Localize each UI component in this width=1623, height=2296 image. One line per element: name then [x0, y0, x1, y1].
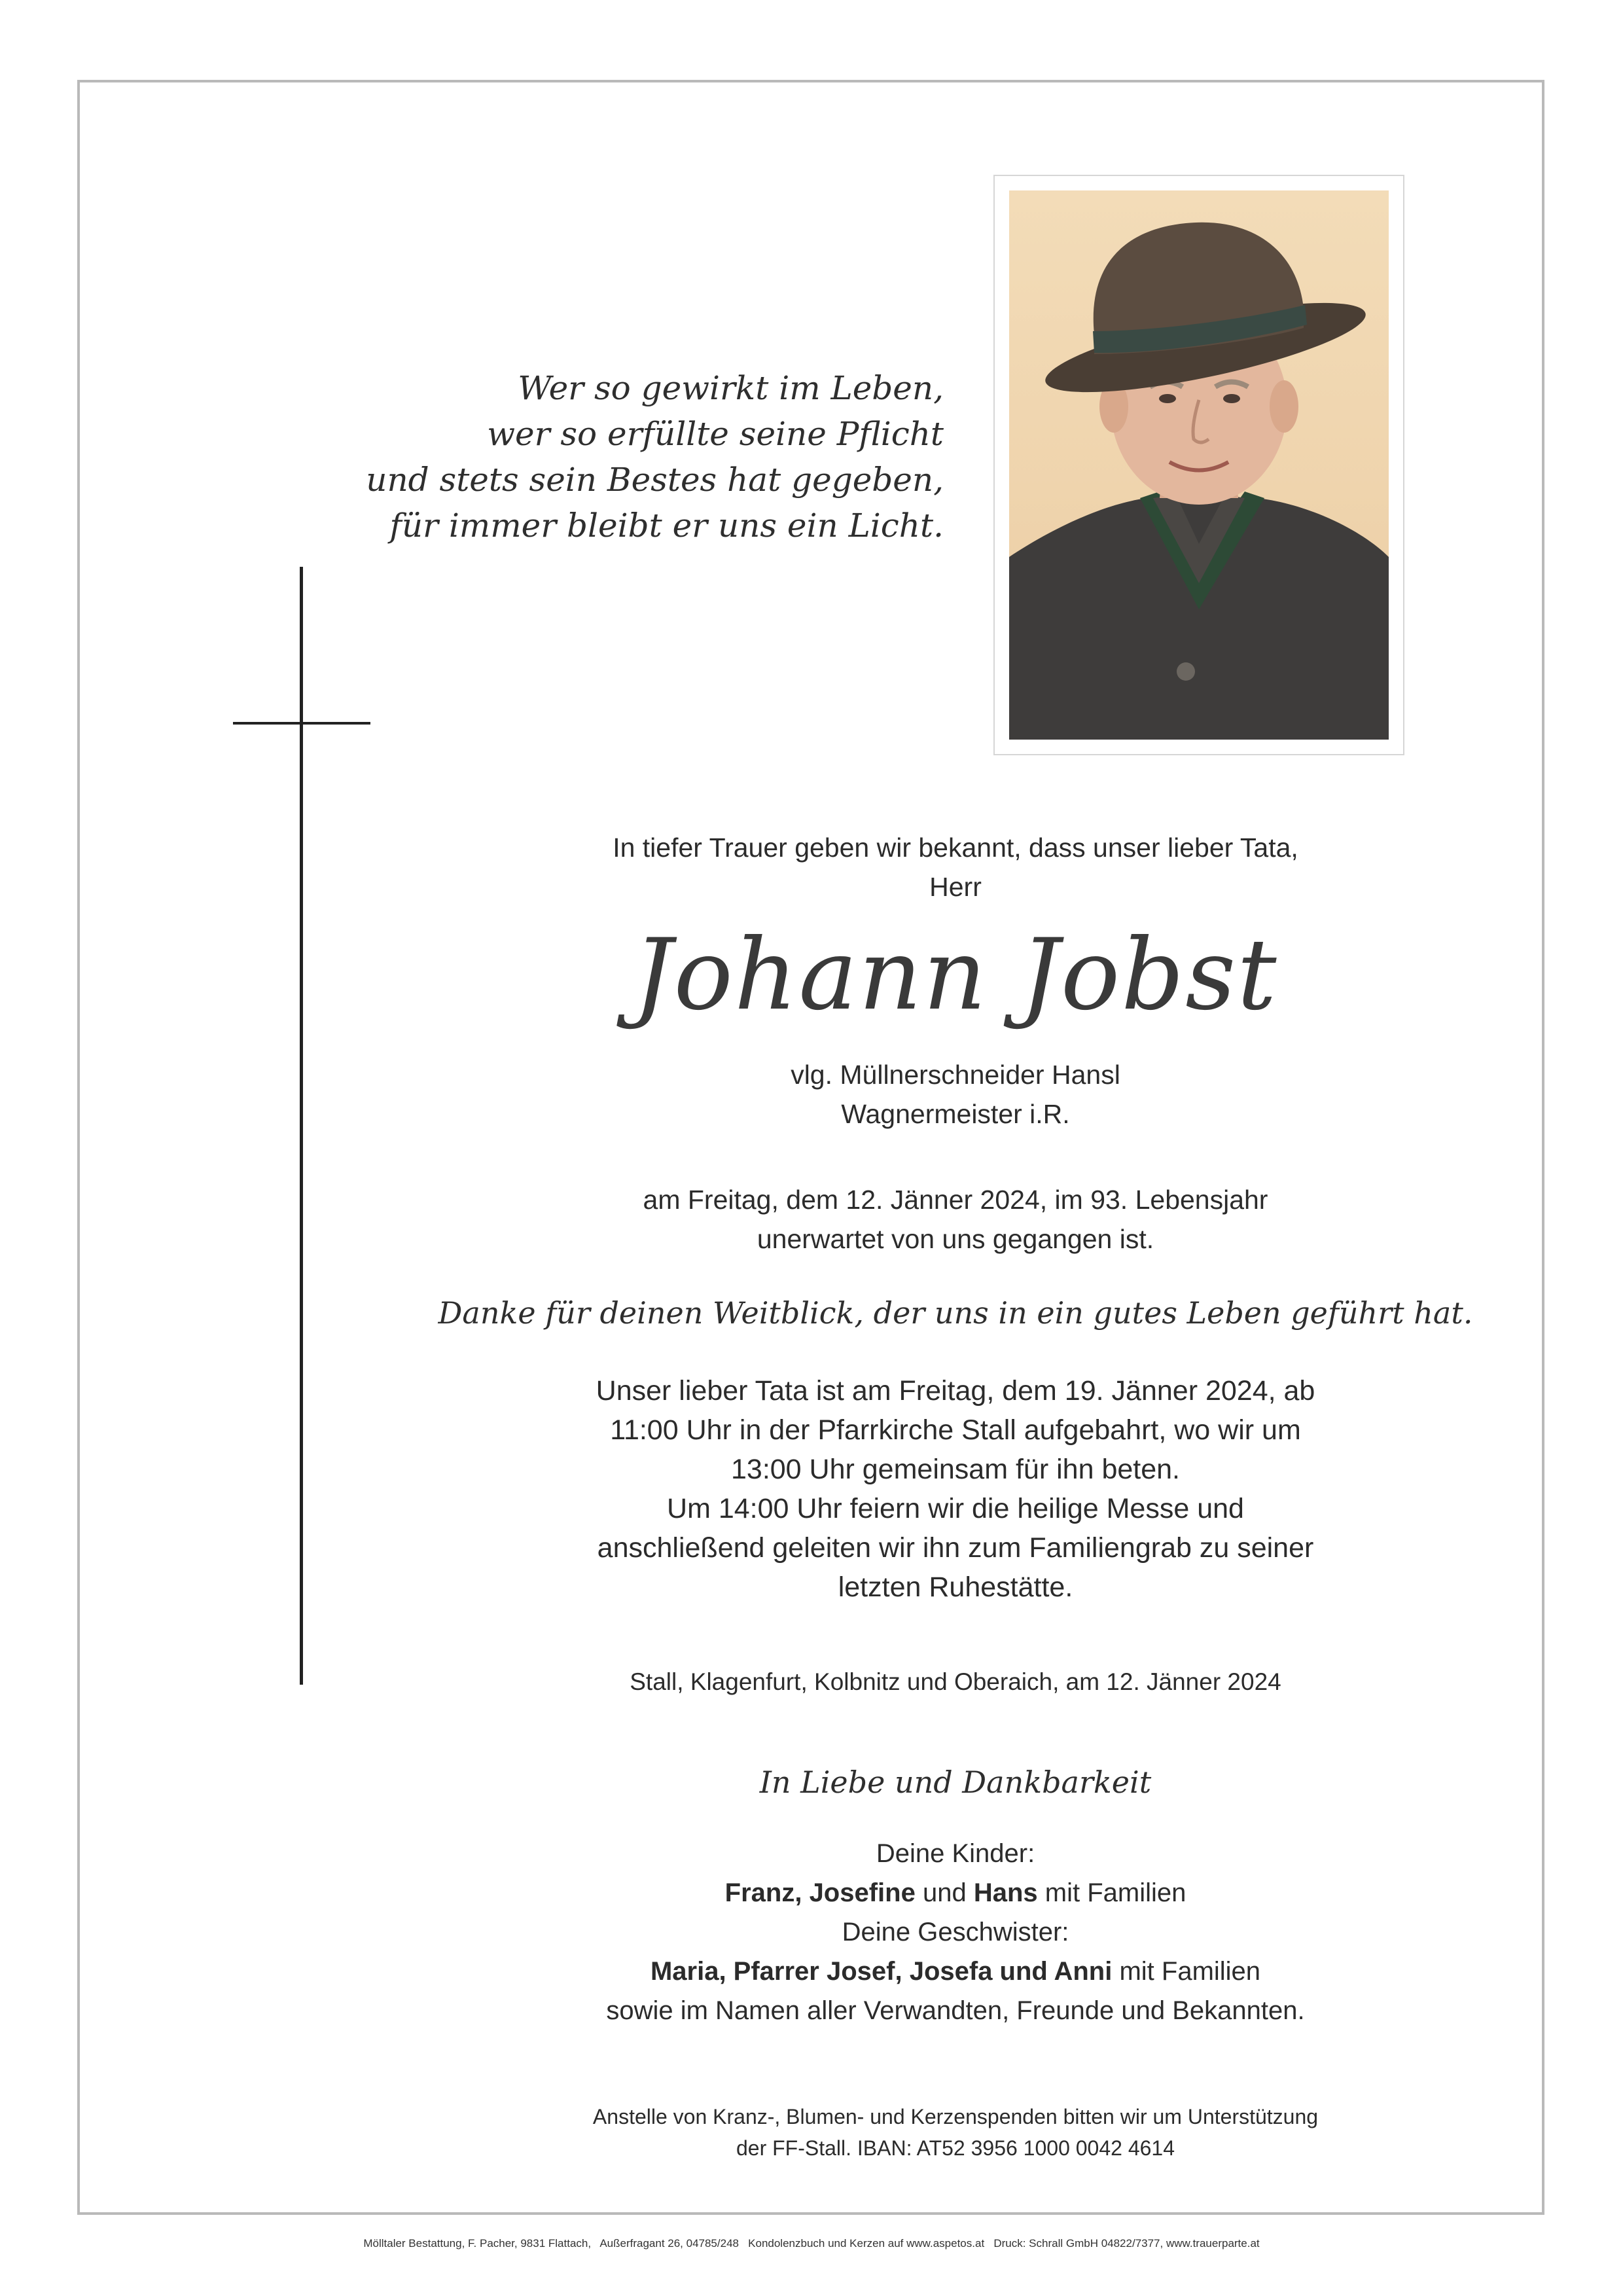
closing-line: In Liebe und Dankbarkeit: [759, 1765, 1152, 1800]
poem-line: wer so erfüllte seine Pflicht: [487, 415, 944, 453]
donation-line: der FF-Stall. IBAN: AT52 3956 1000 0042 4614: [736, 2136, 1175, 2160]
death-notice: [419, 1180, 1492, 1259]
funeral-details: [419, 1371, 1492, 1607]
children-names: Franz, Josefine: [724, 1878, 916, 1907]
intro: [419, 828, 1492, 906]
poem-line: und stets sein Bestes hat gegeben,: [366, 461, 944, 499]
thanks-line: Danke für deinen Weitblick, der uns in ein gutes Leben geführt hat.: [438, 1295, 1473, 1331]
children-name-2: Hans: [973, 1878, 1038, 1907]
portrait-image: [1009, 190, 1389, 740]
place-date: Stall, Klagenfurt, Kolbnitz und Oberaich, am 12. Jänner 2024: [630, 1668, 1281, 1695]
deceased-nickname: vlg. Müllnerschneider Hansl: [791, 1060, 1120, 1090]
poem-line: für immer bleibt er uns ein Licht.: [389, 507, 944, 545]
donation-line: Anstelle von Kranz-, Blumen- und Kerzenspenden bitten wir um Unterstützung: [592, 2105, 1319, 2128]
siblings-label: Deine Geschwister:: [842, 1918, 1069, 1946]
funeral-line: anschließend geleiten wir ihn zum Familiengrab zu seiner: [597, 1532, 1314, 1564]
funeral-line: Um 14:00 Uhr feiern wir die heilige Messe und: [667, 1493, 1244, 1524]
children-line: [419, 1873, 1492, 1912]
intro-salutation: Herr: [929, 872, 982, 902]
intro-line: In tiefer Trauer geben wir bekannt, dass unser lieber Tata,: [613, 833, 1298, 863]
poem-line: Wer so gewirkt im Leben,: [518, 369, 944, 407]
deceased-profession: Wagnermeister i.R.: [841, 1099, 1070, 1129]
donation-block: [419, 2101, 1492, 2164]
deceased-name: Johann Jobst: [633, 918, 1278, 1032]
death-line: am Freitag, dem 12. Jänner 2024, im 93. Lebensjahr: [643, 1185, 1268, 1215]
thanks-block: [419, 1293, 1492, 1333]
funeral-line: 13:00 Uhr gemeinsam für ihn beten.: [730, 1454, 1180, 1485]
siblings-suffix: mit Familien: [1112, 1957, 1261, 1986]
siblings-line: [419, 1952, 1492, 1991]
children-and: und: [915, 1878, 974, 1907]
cross-horizontal-bar: [233, 722, 370, 725]
death-line: unerwartet von uns gegangen ist.: [757, 1224, 1154, 1254]
others-line: sowie im Namen aller Verwandten, Freunde und Bekannten.: [606, 1996, 1305, 2025]
funeral-line: letzten Ruhestätte.: [838, 1571, 1073, 1603]
portrait-photo: [1009, 190, 1389, 740]
funeral-line: Unser lieber Tata ist am Freitag, dem 19. Jänner 2024, ab: [596, 1375, 1315, 1407]
footer-imprint: Mölltaler Bestattung, F. Pacher, 9831 Flattach, Außerfragant 26, 04785/248 Kondolenzbuch und Kerzen auf www.aspetos.at Druck: Schrall GmbH 04822/7377, www.trauerparte.at: [363, 2237, 1260, 2250]
deceased-name-block: [419, 920, 1492, 1031]
place-date-block: [419, 1662, 1492, 1702]
children-suffix: mit Familien: [1037, 1878, 1186, 1907]
family-block: [419, 1834, 1492, 2030]
siblings-names: Maria, Pfarrer Josef, Josefa und Anni: [650, 1957, 1113, 1986]
closing-block: [419, 1762, 1492, 1803]
funeral-line: 11:00 Uhr in der Pfarrkirche Stall aufgebahrt, wo wir um: [610, 1414, 1301, 1446]
deceased-details: [419, 1055, 1492, 1134]
portrait-frame: [993, 175, 1404, 755]
cross-vertical-bar: [300, 567, 303, 1685]
poem: [366, 365, 944, 548]
children-label: Deine Kinder:: [876, 1839, 1035, 1868]
